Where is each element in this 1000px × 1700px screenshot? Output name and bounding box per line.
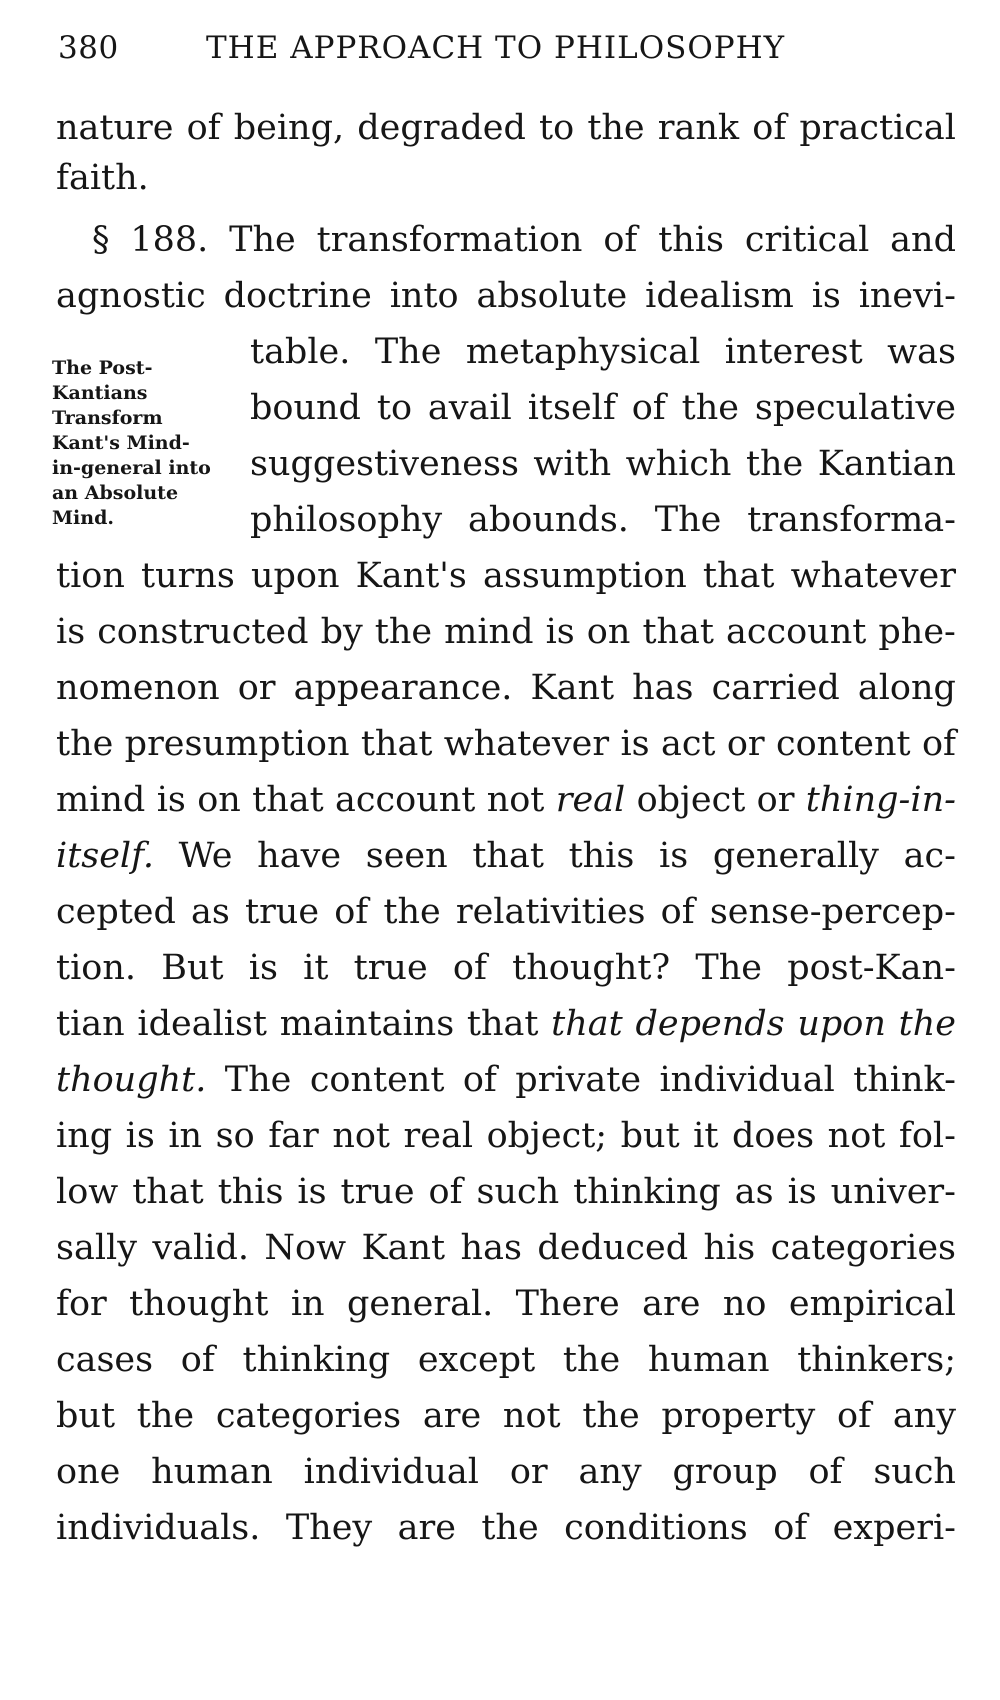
word: is <box>125 1116 155 1156</box>
word: Now <box>264 1228 347 1268</box>
word: thinking <box>573 1172 721 1212</box>
word: and <box>890 220 956 260</box>
word: transforma- <box>747 500 956 540</box>
word: whatever <box>790 556 956 596</box>
text-line <box>56 548 956 604</box>
word: of <box>808 1452 843 1492</box>
text-line <box>56 1164 956 1220</box>
text-line <box>56 100 956 156</box>
word: private <box>515 1060 642 1100</box>
word: nature <box>56 108 174 148</box>
word: object; <box>486 1116 608 1156</box>
word: such <box>476 1172 560 1212</box>
word: is <box>56 612 86 652</box>
word: of <box>631 388 666 428</box>
word: account <box>335 780 476 820</box>
page-number: 380 <box>58 30 119 66</box>
word: turns <box>141 556 235 596</box>
word: by <box>320 612 363 652</box>
word: or <box>509 1452 548 1492</box>
word: that <box>472 836 544 876</box>
text-line <box>92 212 956 268</box>
word: of <box>660 892 695 932</box>
word: to <box>376 388 413 428</box>
word: speculative <box>754 388 956 428</box>
word: carried <box>711 668 840 708</box>
word: with <box>533 444 612 484</box>
word: real <box>403 1116 474 1156</box>
word: ac- <box>903 836 956 876</box>
word: The <box>374 332 442 372</box>
word: transformation <box>316 220 583 260</box>
word: real <box>555 780 626 820</box>
word: on <box>197 780 241 820</box>
word: rank <box>657 108 740 148</box>
word: of <box>334 892 369 932</box>
word: are <box>422 1396 482 1436</box>
word: abounds. <box>468 500 629 540</box>
text-line <box>56 660 956 716</box>
word: of <box>186 108 221 148</box>
word: is <box>659 836 689 876</box>
word: categories <box>215 1396 402 1436</box>
word: The <box>654 500 722 540</box>
word: mind <box>56 780 146 820</box>
word: being, <box>233 108 345 148</box>
word: individuals. <box>56 1508 261 1548</box>
text-line <box>56 828 956 884</box>
word: account <box>726 612 867 652</box>
word: upon <box>797 1004 886 1044</box>
text-line <box>56 1108 956 1164</box>
word: bound <box>250 388 361 428</box>
word: thought. <box>56 1060 207 1100</box>
word: that <box>551 1004 623 1044</box>
sidenote-line: Mind. <box>52 507 114 529</box>
sidenote-line: in-general into <box>52 457 211 479</box>
word: whatever <box>443 724 610 764</box>
word: thinking <box>242 1340 391 1380</box>
word: avail <box>427 388 512 428</box>
word: that <box>642 612 714 652</box>
word: Kant <box>361 1228 446 1268</box>
word: but <box>56 1396 116 1436</box>
word: the <box>587 108 645 148</box>
word: his <box>703 1228 756 1268</box>
sidenote-line: The Post- <box>52 357 153 379</box>
word: The <box>695 948 762 988</box>
word: group <box>672 1452 778 1492</box>
word: upon <box>250 556 340 596</box>
word: metaphysical <box>465 332 701 372</box>
word: is <box>297 1172 327 1212</box>
word: the <box>582 1396 640 1436</box>
word: of <box>603 220 638 260</box>
word: into <box>389 276 459 316</box>
word: inevi- <box>858 276 956 316</box>
word: agnostic <box>56 276 206 316</box>
word: sally <box>56 1228 137 1268</box>
word: property <box>661 1396 816 1436</box>
word: or <box>237 668 276 708</box>
text-line <box>56 150 956 206</box>
word: post-Kan- <box>787 948 956 988</box>
word: human <box>647 1340 770 1380</box>
word: faith. <box>56 158 149 198</box>
word: content <box>776 724 911 764</box>
text-line <box>56 1276 956 1332</box>
word: idealism <box>645 276 794 316</box>
word: along <box>857 668 956 708</box>
word: in <box>290 1284 325 1324</box>
word: of <box>462 1060 497 1100</box>
word: The <box>224 1060 292 1100</box>
word: presumption <box>124 724 350 764</box>
word: idealist <box>137 1004 267 1044</box>
word: individual <box>303 1452 479 1492</box>
word: think- <box>853 1060 956 1100</box>
word: itself. <box>56 836 154 876</box>
word: generally <box>712 836 879 876</box>
word: constructed <box>97 612 309 652</box>
word: does <box>731 1116 815 1156</box>
word: that <box>132 1172 204 1212</box>
word: thinkers; <box>797 1340 956 1380</box>
word: any <box>578 1452 642 1492</box>
word: § <box>92 220 110 260</box>
text-line <box>56 1332 956 1388</box>
word: critical <box>744 220 870 260</box>
word: human <box>151 1452 273 1492</box>
word: mind <box>444 612 534 652</box>
word: this <box>568 836 635 876</box>
word: on <box>586 612 631 652</box>
word: it <box>693 1116 719 1156</box>
running-title: THE APPROACH TO PHILOSOPHY <box>206 30 786 66</box>
text-line <box>56 772 956 828</box>
word: true <box>353 948 428 988</box>
word: categories <box>770 1228 956 1268</box>
text-line <box>56 940 956 996</box>
word: not <box>486 780 545 820</box>
word: of <box>752 108 787 148</box>
word: tian <box>56 1004 125 1044</box>
text-line <box>56 716 956 772</box>
word: far <box>268 1116 319 1156</box>
word: 188. <box>130 220 209 260</box>
word: practical <box>799 108 956 148</box>
word: general. <box>346 1284 494 1324</box>
word: degraded <box>357 108 526 148</box>
word: fol- <box>898 1116 956 1156</box>
word: this <box>658 220 724 260</box>
word: individual <box>659 1060 835 1100</box>
word: absolute <box>476 276 628 316</box>
word: univer- <box>830 1172 956 1212</box>
word: is <box>787 1172 817 1212</box>
word: true <box>340 1172 415 1212</box>
word: deduced <box>537 1228 689 1268</box>
word: any <box>892 1396 956 1436</box>
sidenote-line: Transform <box>52 407 163 429</box>
word: cepted <box>56 892 176 932</box>
word: suggestiveness <box>250 444 519 484</box>
word: that <box>252 780 324 820</box>
word: assumption <box>483 556 687 596</box>
word: the <box>681 388 739 428</box>
word: the <box>374 612 433 652</box>
word: which <box>625 444 732 484</box>
word: is <box>156 780 186 820</box>
page-header <box>58 30 958 80</box>
text-line <box>250 436 956 492</box>
text-line <box>56 268 956 324</box>
word: the <box>898 1004 956 1044</box>
word: valid. <box>152 1228 249 1268</box>
word: that <box>466 1004 539 1044</box>
text-line <box>56 1052 956 1108</box>
word: is <box>811 276 841 316</box>
word: has <box>632 668 694 708</box>
word: The <box>229 220 296 260</box>
word: nomenon <box>56 668 220 708</box>
word: relativities <box>455 892 646 932</box>
word: that <box>702 556 775 596</box>
word: thing-in- <box>805 780 956 820</box>
word: the <box>383 892 441 932</box>
word: thought <box>129 1284 269 1324</box>
text-line <box>250 324 956 380</box>
word: but <box>620 1116 680 1156</box>
word: or <box>756 780 795 820</box>
word: the <box>56 724 114 764</box>
word: one <box>56 1452 121 1492</box>
word: depends <box>635 1004 785 1044</box>
word: in <box>168 1116 203 1156</box>
word: as <box>191 892 230 932</box>
word: thought? <box>512 948 671 988</box>
word: interest <box>724 332 863 372</box>
word: are <box>397 1508 456 1548</box>
word: no <box>722 1284 767 1324</box>
word: tion. <box>56 948 136 988</box>
word: have <box>257 836 342 876</box>
word: low <box>56 1172 119 1212</box>
word: not <box>502 1396 561 1436</box>
word: not <box>827 1116 886 1156</box>
word: maintains <box>279 1004 455 1044</box>
word: except <box>417 1340 536 1380</box>
word: this <box>217 1172 284 1212</box>
word: appearance. <box>293 668 513 708</box>
word: tion <box>56 556 125 596</box>
margin-sidenote <box>52 356 242 531</box>
word: content <box>309 1060 445 1100</box>
word: of <box>773 1508 808 1548</box>
word: conditions <box>564 1508 748 1548</box>
word: has <box>460 1228 522 1268</box>
text-line <box>56 1220 956 1276</box>
word: are <box>642 1284 701 1324</box>
text-line <box>56 1388 956 1444</box>
word: object <box>636 780 746 820</box>
word: experi- <box>832 1508 956 1548</box>
word: that <box>360 724 433 764</box>
text-line <box>56 604 956 660</box>
word: Kant <box>530 668 615 708</box>
text-line <box>56 884 956 940</box>
word: not <box>332 1116 390 1156</box>
word: itself <box>527 388 616 428</box>
word: act <box>660 724 716 764</box>
word: of <box>837 1396 872 1436</box>
word: doctrine <box>223 276 372 316</box>
text-line <box>56 996 956 1052</box>
word: is <box>545 612 575 652</box>
word: But <box>161 948 224 988</box>
word: the <box>745 444 804 484</box>
word: seen <box>365 836 448 876</box>
word: to <box>539 108 575 148</box>
text-line <box>250 492 956 548</box>
word: or <box>726 724 765 764</box>
word: There <box>515 1284 620 1324</box>
text-line <box>56 1444 956 1500</box>
word: philosophy <box>250 500 443 540</box>
sidenote-line: Kantians <box>52 382 148 404</box>
word: so <box>215 1116 255 1156</box>
word: the <box>562 1340 621 1380</box>
word: phe- <box>878 612 956 652</box>
text-line <box>250 380 956 436</box>
word: cases <box>56 1340 154 1380</box>
word: the <box>136 1396 195 1436</box>
word: They <box>285 1508 373 1548</box>
word: the <box>481 1508 539 1548</box>
word: We <box>178 836 233 876</box>
word: was <box>887 332 956 372</box>
word: ing <box>56 1116 113 1156</box>
word: Kantian <box>817 444 956 484</box>
word: table. <box>250 332 351 372</box>
word: for <box>56 1284 107 1324</box>
sidenote-line: an Absolute <box>52 482 179 504</box>
word: of <box>921 724 956 764</box>
word: as <box>734 1172 774 1212</box>
word: of <box>452 948 487 988</box>
sidenote-line: Kant's Mind- <box>52 432 190 454</box>
word: is <box>620 724 650 764</box>
word: of <box>428 1172 463 1212</box>
word: is <box>248 948 278 988</box>
word: empirical <box>788 1284 956 1324</box>
word: Kant's <box>355 556 467 596</box>
word: of <box>180 1340 215 1380</box>
word: such <box>873 1452 956 1492</box>
text-line <box>56 1500 956 1556</box>
word: it <box>303 948 329 988</box>
word: sense-percep- <box>709 892 956 932</box>
word: true <box>245 892 320 932</box>
